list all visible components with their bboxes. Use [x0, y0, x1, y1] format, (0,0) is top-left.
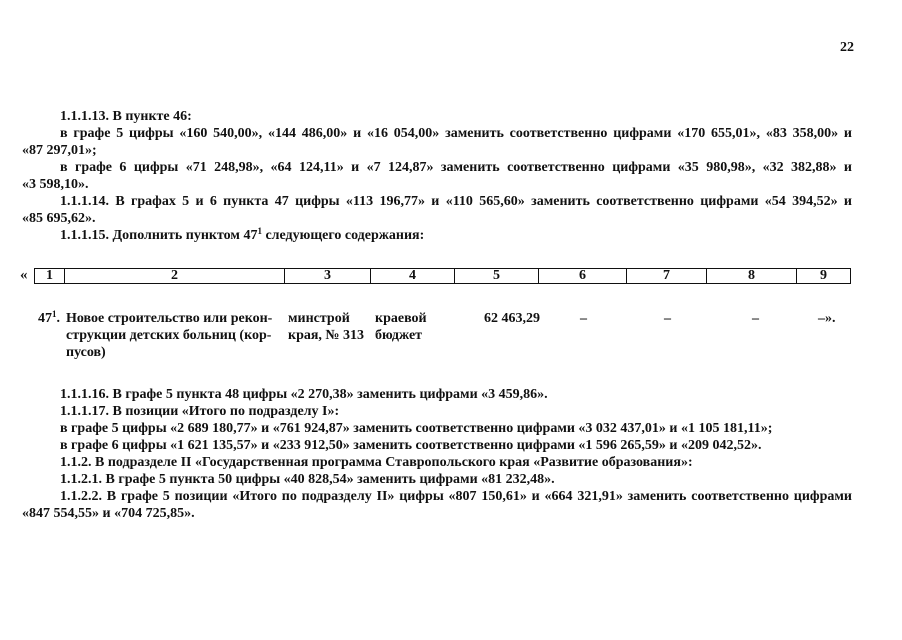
superscript-1: 1 [257, 226, 262, 236]
column-number: 7 [627, 269, 707, 284]
row-executor-line: минстрой [288, 311, 350, 326]
column-number: 2 [65, 269, 285, 284]
paragraph-col6-replacement: в графе 6 цифры «71 248,98», «64 124,11» и «7 124,87» заменить соответственно цифрами «35 980,98», «32 382,88» и [60, 160, 852, 175]
paragraph-col6-replacement-cont: «3 598,10». [22, 177, 89, 192]
row-item-number-sup: 1 [52, 309, 57, 319]
column-number: 1 [35, 269, 65, 284]
row-funding-source-line: бюджет [375, 328, 423, 343]
paragraph-1-1-1-14-cont: «85 695,62». [22, 211, 96, 226]
column-number: 5 [455, 269, 539, 284]
row-col6-value: – [580, 311, 587, 326]
row-item-name-line: струкции детских больниц (кор- [66, 328, 272, 343]
row-item-name [66, 310, 272, 361]
row-funding-source-line: краевой [375, 311, 427, 326]
column-number: 6 [539, 269, 627, 284]
table-open-quote: « [20, 267, 28, 283]
paragraph-1-1-2-2: 1.1.2.2. В графе 5 позиции «Итого по подразделу II» цифры «807 150,61» и «664 321,91» заменить соответственно цифрами [60, 489, 852, 504]
row-funding-source [375, 310, 427, 344]
row-executor-line: края, № 313 [288, 328, 364, 343]
row-item-number-main: 47 [38, 311, 52, 326]
paragraph-1-1-1-17: 1.1.1.17. В позиции «Итого по подразделу I»: [60, 404, 340, 419]
paragraph-1-1-1-13-heading: 1.1.1.13. В пункте 46: [60, 109, 192, 124]
column-number: 4 [371, 269, 455, 284]
row-item-number-suffix: . [56, 311, 60, 326]
page-number: 22 [840, 40, 854, 55]
row-col9-value: –». [818, 311, 836, 326]
paragraph-1-1-1-15-text-end: следующего содержания: [261, 228, 425, 243]
paragraph-1-1-2-2-cont: «847 554,55» и «704 725,85». [22, 506, 195, 521]
column-number: 3 [285, 269, 371, 284]
paragraph-1-1-2: 1.1.2. В подразделе II «Государственная программа Ставропольского края «Развитие образования»: [60, 455, 693, 470]
row-item-name-line: пусов) [66, 345, 106, 360]
paragraph-1-1-1-15-text: 1.1.1.15. Дополнить пунктом 47 [60, 228, 258, 243]
paragraph-1-1-2-1: 1.1.2.1. В графе 5 пункта 50 цифры «40 828,54» заменить цифрами «81 232,48». [60, 472, 555, 487]
table-header-row [35, 269, 851, 284]
row-col5-value: 62 463,29 [484, 311, 540, 326]
row-item-name-line: Новое строительство или рекон- [66, 311, 273, 326]
paragraph-1-1-1-14: 1.1.1.14. В графах 5 и 6 пункта 47 цифры «113 196,77» и «110 565,60» заменить соответственно цифрами «54 394,52» и [60, 194, 852, 209]
row-executor [288, 310, 364, 344]
paragraph-1-1-1-15 [60, 227, 424, 244]
paragraph-col5-replacement-cont: «87 297,01»; [22, 143, 97, 158]
paragraph-total-col5: в графе 5 цифры «2 689 180,77» и «761 924,87» заменить соответственно цифрами «3 032 437,01» и «1 105 181,11»; [60, 421, 773, 436]
paragraph-1-1-1-16: 1.1.1.16. В графе 5 пункта 48 цифры «2 270,38» заменить цифрами «3 459,86». [60, 387, 548, 402]
column-number: 8 [707, 269, 797, 284]
row-col8-value: – [752, 311, 759, 326]
column-number-table [34, 268, 851, 284]
paragraph-total-col6: в графе 6 цифры «1 621 135,57» и «233 912,50» заменить соответственно цифрами «1 596 265,59» и «209 042,52». [60, 438, 762, 453]
row-col7-value: – [664, 311, 671, 326]
column-number: 9 [797, 269, 851, 284]
row-item-number [38, 310, 60, 327]
paragraph-col5-replacement: в графе 5 цифры «160 540,00», «144 486,00» и «16 054,00» заменить соответственно цифрами «170 655,01», «83 358,00» и [60, 126, 852, 141]
